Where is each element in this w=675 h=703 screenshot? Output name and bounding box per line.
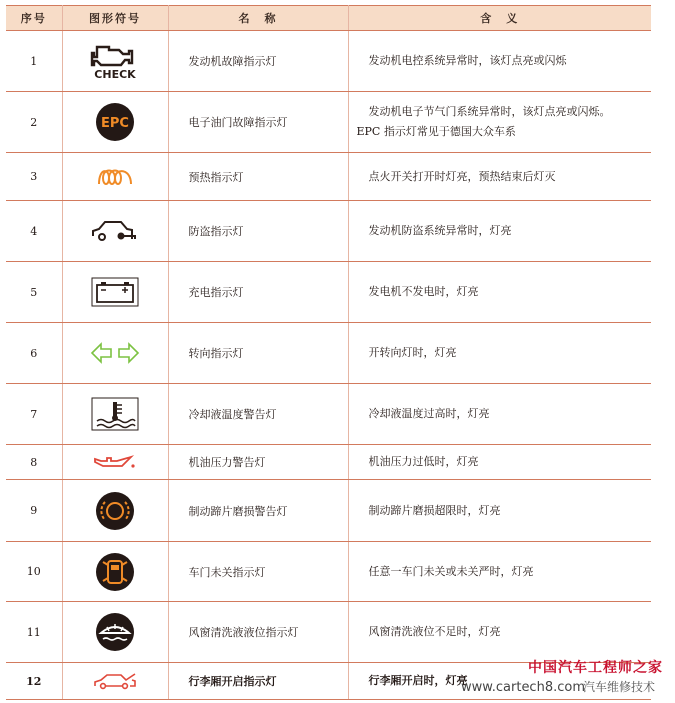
watermark-title: 中国汽车工程师之家 [528, 660, 663, 676]
door-open-icon [95, 552, 135, 592]
row-number: 9 [6, 480, 62, 542]
symbol-cell [62, 31, 168, 92]
light-name: 防盗指示灯 [168, 201, 348, 262]
light-name: 行李厢开启指示灯 [168, 663, 348, 700]
light-meaning: 任意一车门未关或未关严时，灯亮 [348, 542, 651, 602]
header-row [6, 6, 651, 31]
symbol-cell [62, 153, 168, 201]
light-meaning: 发动机电控系统异常时，该灯点亮或闪烁 [348, 31, 651, 92]
header-name: 名 称 [168, 6, 348, 31]
header-symbol: 图形符号 [62, 6, 168, 31]
table-row [6, 602, 651, 663]
row-number: 7 [6, 384, 62, 445]
light-name: 制动蹄片磨损警告灯 [168, 480, 348, 542]
turn-arrows-icon [90, 342, 140, 364]
row-number: 12 [6, 663, 62, 700]
light-name: 冷却液温度警告灯 [168, 384, 348, 445]
symbol-cell [62, 384, 168, 445]
row-number: 2 [6, 92, 62, 153]
symbol-cell [62, 262, 168, 323]
symbol-cell [62, 602, 168, 663]
table-row [6, 31, 651, 92]
watermark-subtitle: 汽车维修技术 [582, 680, 655, 694]
light-meaning: 制动蹄片磨损超限时，灯亮 [348, 480, 651, 542]
table-row [6, 384, 651, 445]
table-row [6, 201, 651, 262]
light-meaning: 开转向灯时，灯亮 [348, 323, 651, 384]
table-row [6, 153, 651, 201]
trunk-open-icon [92, 672, 138, 690]
symbol-cell [62, 480, 168, 542]
light-name: 机油压力警告灯 [168, 445, 348, 480]
row-number: 4 [6, 201, 62, 262]
light-meaning: 发电机不发电时，灯亮 [348, 262, 651, 323]
row-number: 10 [6, 542, 62, 602]
table-row [6, 542, 651, 602]
light-name: 转向指示灯 [168, 323, 348, 384]
light-meaning: 点火开关打开时灯亮，预热结束后灯灭 [348, 153, 651, 201]
symbol-cell [62, 445, 168, 480]
light-name: 风窗清洗液液位指示灯 [168, 602, 348, 663]
light-meaning-cell [348, 92, 651, 153]
row-number: 3 [6, 153, 62, 201]
light-meaning: 发动机防盗系统异常时，灯亮 [348, 201, 651, 262]
car-key-icon [90, 218, 140, 244]
table-row [6, 480, 651, 542]
epc-icon [93, 102, 137, 142]
check-label: CHECK [94, 68, 136, 81]
symbol-cell [62, 663, 168, 700]
light-meaning: 机油压力过低时，灯亮 [348, 445, 651, 480]
table-row [6, 92, 651, 153]
symbol-cell [62, 542, 168, 602]
light-meaning-note: EPC 指示灯常见于德国大众车系 [356, 125, 516, 138]
oil-can-icon [92, 453, 138, 471]
row-number: 11 [6, 602, 62, 663]
table-row [6, 323, 651, 384]
row-number: 5 [6, 262, 62, 323]
light-meaning: 发动机电子节气门系统异常时，该灯点亮或闪烁。 [368, 105, 611, 118]
header-num: 序号 [6, 6, 62, 31]
table-row [6, 262, 651, 323]
row-number: 1 [6, 31, 62, 92]
symbol-cell [62, 323, 168, 384]
engine-check-icon [89, 41, 141, 81]
preheat-coil-icon [95, 164, 135, 190]
washer-fluid-icon [93, 612, 137, 652]
light-meaning: 冷却液温度过高时，灯亮 [348, 384, 651, 445]
symbol-cell [62, 201, 168, 262]
coolant-temp-icon [91, 397, 139, 431]
brake-pad-icon [95, 491, 135, 531]
light-name: 电子油门故障指示灯 [168, 92, 348, 153]
light-meaning: 行李厢开启时，灯亮 [348, 663, 651, 700]
epc-label: EPC [101, 116, 129, 131]
light-meaning: 风窗清洗液位不足时，灯亮 [348, 602, 651, 663]
row-number: 6 [6, 323, 62, 384]
table-row [6, 445, 651, 480]
header-meaning: 含 义 [348, 6, 651, 31]
battery-icon [91, 277, 139, 307]
warning-lights-table [6, 5, 651, 700]
row-number: 8 [6, 445, 62, 480]
light-name: 预热指示灯 [168, 153, 348, 201]
light-name: 车门未关指示灯 [168, 542, 348, 602]
watermark-url: www.cartech8.com [461, 680, 585, 695]
symbol-cell [62, 92, 168, 153]
light-name: 充电指示灯 [168, 262, 348, 323]
light-name: 发动机故障指示灯 [168, 31, 348, 92]
